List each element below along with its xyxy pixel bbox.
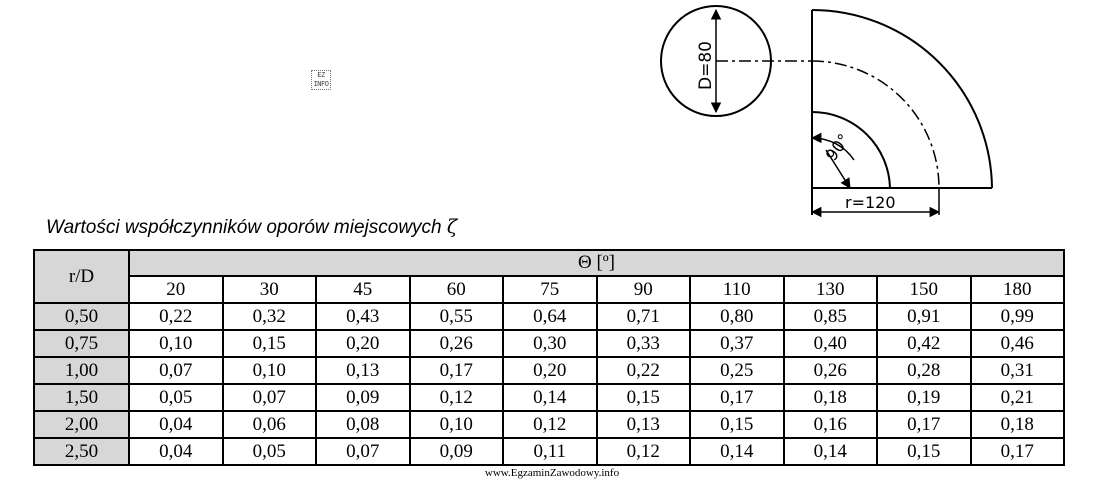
angle-label: 90° <box>821 130 854 165</box>
diameter-label: D=80 <box>696 41 716 90</box>
coefficient-cell: 0,17 <box>877 411 971 438</box>
coefficient-cell: 0,20 <box>503 357 597 384</box>
coefficient-cell: 0,13 <box>597 411 691 438</box>
coefficient-cell: 0,15 <box>690 411 784 438</box>
coefficient-cell: 0,55 <box>410 303 504 330</box>
table-row <box>34 411 1064 438</box>
coefficient-cell: 0,19 <box>877 384 971 411</box>
angle-header: 90 <box>597 276 691 303</box>
zeta-symbol: ζ <box>446 216 458 238</box>
coefficient-cell: 0,91 <box>877 303 971 330</box>
angle-header: 180 <box>971 276 1065 303</box>
coefficient-cell: 0,21 <box>971 384 1065 411</box>
coefficient-cell: 0,12 <box>410 384 504 411</box>
logo-line-2: INFO <box>313 80 329 88</box>
coefficient-cell: 0,08 <box>316 411 410 438</box>
rd-value: 0,75 <box>34 330 129 357</box>
elbow-drawing <box>650 0 1010 225</box>
coefficient-cell: 0,30 <box>503 330 597 357</box>
coefficient-cell: 0,18 <box>784 384 878 411</box>
coefficient-cell: 0,17 <box>690 384 784 411</box>
coefficient-cell: 0,71 <box>597 303 691 330</box>
angle-header: 20 <box>129 276 223 303</box>
angle-header: 130 <box>784 276 878 303</box>
coefficient-cell: 0,05 <box>129 384 223 411</box>
table-row <box>34 384 1064 411</box>
table-row <box>34 303 1064 330</box>
coefficient-cell: 0,14 <box>503 384 597 411</box>
table-caption <box>46 216 457 239</box>
coefficient-cell: 0,18 <box>971 411 1065 438</box>
coefficient-cell: 0,10 <box>223 357 317 384</box>
coefficient-cell: 0,26 <box>784 357 878 384</box>
coefficient-cell: 0,46 <box>971 330 1065 357</box>
table-row <box>34 330 1064 357</box>
angle-header: 110 <box>690 276 784 303</box>
angle-header: 60 <box>410 276 504 303</box>
table-row <box>34 357 1064 384</box>
coefficient-cell: 0,10 <box>129 330 223 357</box>
coefficient-cell: 0,13 <box>316 357 410 384</box>
rd-value: 2,00 <box>34 411 129 438</box>
coefficient-cell: 0,43 <box>316 303 410 330</box>
coefficient-cell: 0,09 <box>410 438 504 465</box>
logo-line-1: EZ <box>317 71 325 79</box>
rd-header: r/D <box>34 250 129 303</box>
coefficient-cell: 0,28 <box>877 357 971 384</box>
coefficient-cell: 0,09 <box>316 384 410 411</box>
ezinfo-logo <box>311 70 331 90</box>
radius-label: r=120 <box>845 193 896 212</box>
coefficient-cell: 0,17 <box>971 438 1065 465</box>
coefficient-cell: 0,07 <box>316 438 410 465</box>
coefficient-cell: 0,07 <box>223 384 317 411</box>
footer-watermark: www.EgzaminZawodowy.info <box>484 467 620 479</box>
coefficient-cell: 0,40 <box>784 330 878 357</box>
angle-header: 75 <box>503 276 597 303</box>
coefficient-cell: 0,22 <box>597 357 691 384</box>
coefficient-cell: 0,32 <box>223 303 317 330</box>
coefficient-cell: 0,85 <box>784 303 878 330</box>
coefficient-cell: 0,31 <box>971 357 1065 384</box>
rd-value: 1,50 <box>34 384 129 411</box>
theta-header: Θ [º] <box>129 250 1064 276</box>
coefficient-cell: 0,15 <box>597 384 691 411</box>
coefficient-cell: 0,15 <box>877 438 971 465</box>
coefficient-cell: 0,04 <box>129 411 223 438</box>
coefficient-cell: 0,17 <box>410 357 504 384</box>
coefficient-cell: 0,26 <box>410 330 504 357</box>
resistance-coefficient-table <box>33 249 1065 466</box>
elbow-centerline <box>812 61 939 188</box>
coefficient-cell: 0,16 <box>784 411 878 438</box>
coefficient-cell: 0,04 <box>129 438 223 465</box>
coefficient-cell: 0,33 <box>597 330 691 357</box>
coefficient-cell: 0,42 <box>877 330 971 357</box>
coefficient-cell: 0,22 <box>129 303 223 330</box>
coefficient-cell: 0,07 <box>129 357 223 384</box>
rd-value: 2,50 <box>34 438 129 465</box>
coefficient-cell: 0,05 <box>223 438 317 465</box>
coefficient-cell: 0,06 <box>223 411 317 438</box>
coefficient-cell: 0,14 <box>784 438 878 465</box>
coefficient-cell: 0,11 <box>503 438 597 465</box>
coefficient-cell: 0,12 <box>597 438 691 465</box>
angle-header: 45 <box>316 276 410 303</box>
rd-value: 0,50 <box>34 303 129 330</box>
coefficient-cell: 0,15 <box>223 330 317 357</box>
coefficient-cell: 0,37 <box>690 330 784 357</box>
caption-text: Wartości współczynników oporów miejscowych <box>46 217 442 238</box>
coefficient-cell: 0,12 <box>503 411 597 438</box>
angle-header: 30 <box>223 276 317 303</box>
coefficient-cell: 0,25 <box>690 357 784 384</box>
coefficient-cell: 0,20 <box>316 330 410 357</box>
coefficient-cell: 0,80 <box>690 303 784 330</box>
coefficient-cell: 0,64 <box>503 303 597 330</box>
rd-value: 1,00 <box>34 357 129 384</box>
angle-header: 150 <box>877 276 971 303</box>
coefficient-cell: 0,10 <box>410 411 504 438</box>
table-row <box>34 438 1064 465</box>
coefficient-cell: 0,99 <box>971 303 1065 330</box>
coefficient-cell: 0,14 <box>690 438 784 465</box>
